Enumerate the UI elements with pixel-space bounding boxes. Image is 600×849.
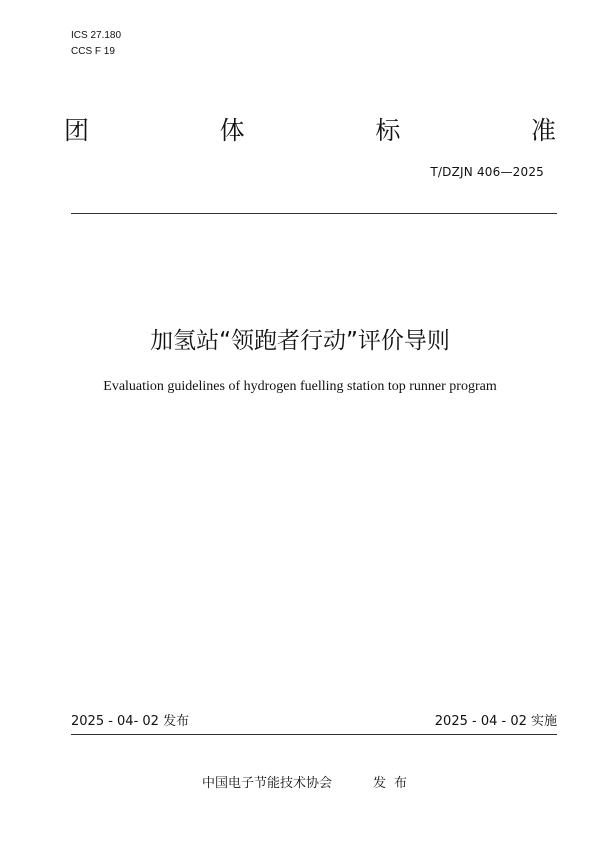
standard-type-heading	[64, 115, 556, 147]
publisher-name: 中国电子节能技术协会	[202, 776, 333, 791]
bottom-divider	[71, 734, 557, 735]
standard-type-char: 标	[375, 116, 401, 145]
implementation-date: 2025 - 04 - 02 实施	[434, 714, 557, 729]
top-divider	[71, 213, 557, 214]
ccs-code: CCS F 19	[71, 46, 115, 57]
standard-type-char: 团	[64, 116, 90, 145]
standard-type-char: 体	[219, 116, 245, 145]
issue-date: 2025 - 04- 02 发布	[71, 714, 190, 729]
standard-type-char: 准	[530, 116, 556, 145]
document-title-english: Evaluation guidelines of hydrogen fuelling station top runner program	[103, 379, 497, 394]
ics-code: ICS 27.180	[71, 30, 122, 41]
standard-code: T/DZJN 406—2025	[430, 165, 544, 179]
publish-label: 发布	[373, 776, 416, 791]
document-title-chinese: 加氢站“领跑者行动”评价导则	[150, 328, 450, 354]
